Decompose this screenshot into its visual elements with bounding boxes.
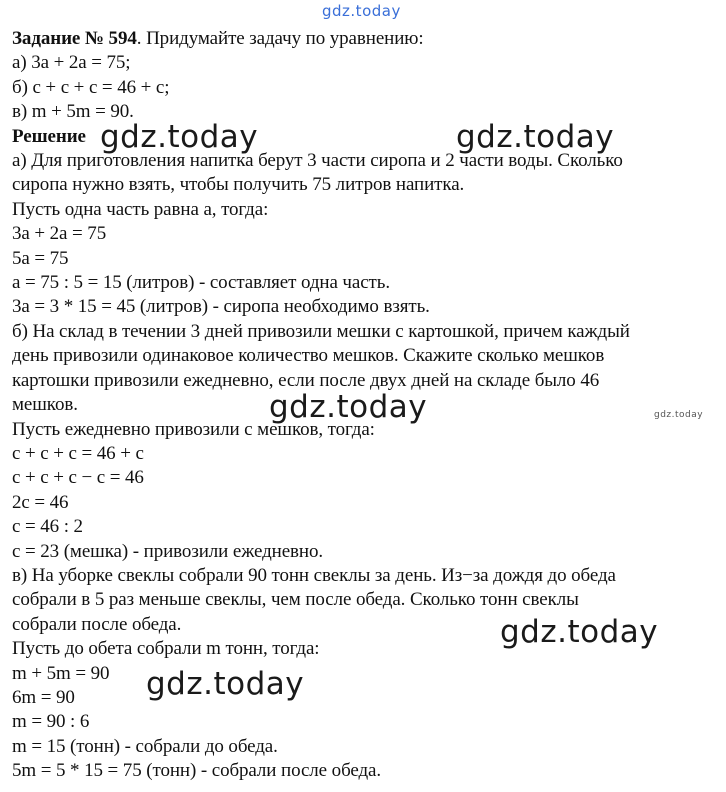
solution-line: Пусть ежедневно привозили с мешков, тогда: [12,418,375,440]
solution-line: m = 15 (тонн) - собрали до обеда. [12,735,278,757]
solution-line: б) На склад в течении 3 дней привозили мешки с картошкой, причем каждый [12,320,630,342]
task-item-b: б) с + с + с = 46 + с; [12,76,170,98]
solution-line: с + с + с − с = 46 [12,467,144,489]
solution-line: 6m = 90 [12,686,75,708]
watermark-small: gdz.today [654,410,704,420]
solution-line: Пусть до обета собрали m тонн, тогда: [12,638,320,660]
solution-line: в) На уборке свеклы собрали 90 тонн свеклы за день. Из−за дождя до обеда [12,564,616,586]
solution-line: мешков. [12,394,78,416]
solution-line: собрали после обеда. [12,613,182,635]
solution-line: 3а = 3 * 15 = 45 (литров) - сиропа необходимо взять. [12,296,430,318]
watermark-overlay: gdz.today [146,666,305,702]
solution-line: 3а + 2а = 75 [12,223,107,245]
solution-line: 5m = 5 * 15 = 75 (тонн) - собрали после обеда. [12,760,382,782]
task-heading [12,27,724,51]
solution-line: картошки привозили ежедневно, если после двух дней на складе было 46 [12,369,600,391]
solution-line: сиропа нужно взять, чтобы получить 75 литров напитка. [12,174,465,196]
solution-line: с = 23 (мешка) - привозили ежедневно. [12,540,324,562]
solution-line: 5а = 75 [12,247,69,269]
solution-line: с = 46 : 2 [12,516,83,538]
solution-line: Пусть одна часть равна а, тогда: [12,198,269,220]
task-item-c: в) m + 5m = 90. [12,101,134,123]
solution-line: а) Для приготовления напитка берут 3 части сиропа и 2 части воды. Сколько [12,150,623,172]
task-prompt: . Придумайте задачу по уравнению: [136,28,424,49]
solution-heading: Решение [12,125,86,147]
document-body [12,27,724,784]
watermark-overlay: gdz.today [100,119,259,155]
watermark-overlay: gdz.today [269,389,428,425]
task-number: Задание № 594 [12,28,137,49]
solution-line: день привозили одинаковое количество мешков. Скажите сколько мешков [12,345,605,367]
solution-line: 2с = 46 [12,491,69,513]
task-item-a: а) 3а + 2а = 75; [12,52,131,74]
watermark-top: gdz.today [322,2,401,20]
solution-line: m + 5m = 90 [12,662,110,684]
solution-line: собрали в 5 раз меньше свеклы, чем после обеда. Сколько тонн свеклы [12,589,579,611]
watermark-overlay: gdz.today [500,614,659,650]
solution-line: а = 75 : 5 = 15 (литров) - составляет одна часть. [12,272,390,294]
watermark-overlay: gdz.today [456,119,615,155]
solution-line: m = 90 : 6 [12,711,90,733]
solution-line: с + с + с = 46 + с [12,442,144,464]
